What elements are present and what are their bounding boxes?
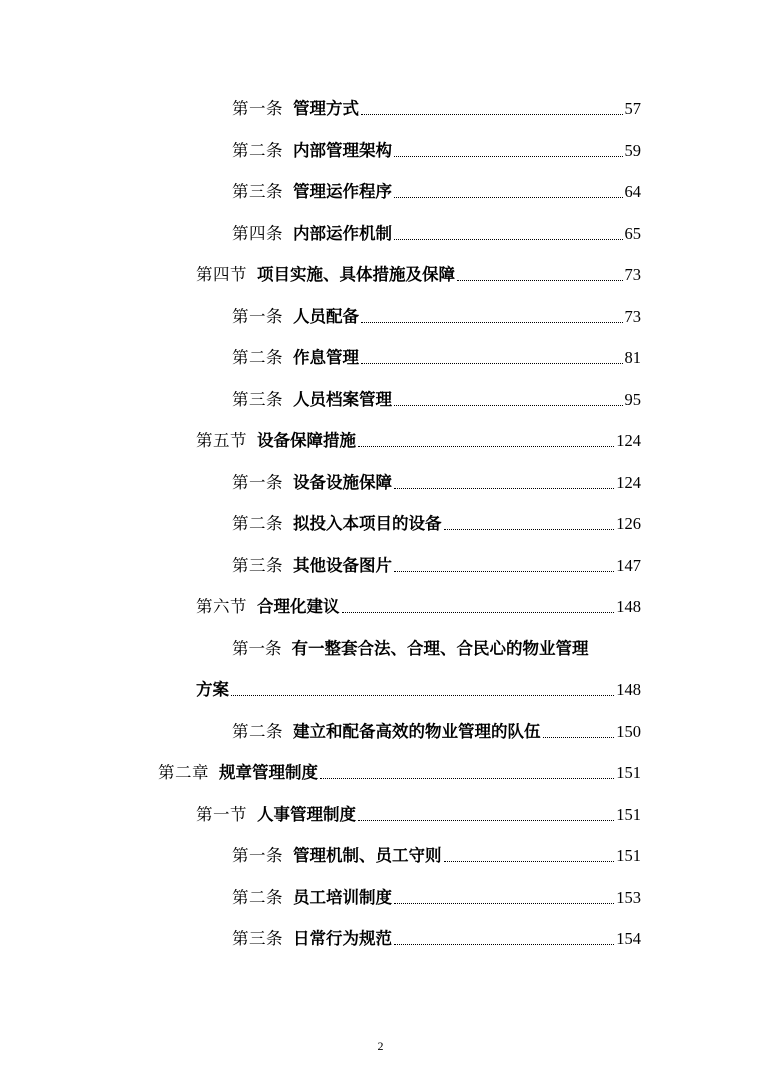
toc-entry-page: 154 [616, 929, 641, 948]
toc-dot-leader [394, 488, 614, 489]
toc-entry-page: 65 [624, 224, 641, 243]
toc-entry-page: 73 [624, 265, 641, 284]
toc-entry-number: 第五节 [196, 431, 247, 450]
toc-entry-number: 第三条 [232, 390, 283, 409]
toc-entry-title: 设备设施保障 [293, 473, 392, 492]
toc-entry[interactable] [232, 304, 641, 330]
toc-entry-number: 第二条 [232, 348, 283, 367]
toc-entry-page: 153 [616, 888, 641, 907]
toc-dot-leader [394, 571, 614, 572]
toc-entry[interactable] [232, 179, 641, 205]
toc-entry-wrapped-line[interactable] [232, 636, 641, 662]
toc-entry-number: 第三条 [232, 182, 283, 201]
toc-entry-page: 126 [616, 514, 641, 533]
toc-entry-page: 148 [616, 597, 641, 616]
toc-entry-title: 日常行为规范 [293, 929, 392, 948]
toc-entry-number: 第四条 [232, 224, 283, 243]
toc-entry-continuation[interactable] [196, 677, 641, 703]
page-number: 2 [377, 1039, 384, 1053]
toc-entry-number: 第二条 [232, 514, 283, 533]
toc-entry-number: 第四节 [196, 265, 247, 284]
toc-entry-title: 项目实施、具体措施及保障 [257, 265, 455, 284]
toc-entry[interactable] [232, 719, 641, 745]
toc-entry-number: 第二条 [232, 141, 283, 160]
toc-entry-page: 151 [616, 805, 641, 824]
toc-entry[interactable] [232, 470, 641, 496]
toc-dot-leader [394, 239, 623, 240]
toc-entry[interactable] [232, 885, 641, 911]
toc-entry[interactable] [232, 387, 641, 413]
toc-entry-page: 64 [624, 182, 641, 201]
toc-entry-page: 57 [624, 99, 641, 118]
toc-entry[interactable] [196, 428, 641, 454]
toc-entry-title: 人事管理制度 [257, 805, 356, 824]
toc-entry-title: 规章管理制度 [219, 763, 318, 782]
toc-dot-leader [394, 156, 623, 157]
toc-entry-title: 有一整套合法、合理、合民心的物业管理 [291, 639, 589, 658]
toc-entry-number: 第一条 [232, 307, 283, 326]
toc-entry-title: 其他设备图片 [293, 556, 392, 575]
toc-entry-number: 第一条 [232, 846, 283, 865]
toc-dot-leader [394, 197, 623, 198]
toc-entry-title: 内部运作机制 [293, 224, 392, 243]
toc-entry-page: 95 [624, 390, 641, 409]
toc-entry-title: 方案 [196, 680, 229, 699]
toc-entry-number: 第三条 [232, 556, 283, 575]
toc-entry-number: 第一条 [232, 473, 283, 492]
toc-dot-leader [543, 737, 615, 738]
toc-dot-leader [358, 446, 614, 447]
toc-entry[interactable] [232, 138, 641, 164]
toc-entry-page: 148 [616, 680, 641, 699]
toc-dot-leader [361, 114, 623, 115]
toc-entry-page: 81 [624, 348, 641, 367]
toc-entry-page: 124 [616, 473, 641, 492]
toc-entry[interactable] [232, 926, 641, 952]
toc-entry-title: 管理方式 [293, 99, 359, 118]
toc-entry-number: 第一节 [196, 805, 247, 824]
toc-entry-title: 作息管理 [293, 348, 359, 367]
toc-dot-leader [457, 280, 623, 281]
toc-entry-page: 59 [624, 141, 641, 160]
toc-dot-leader [361, 322, 623, 323]
toc-entry[interactable] [232, 511, 641, 537]
toc-dot-leader [320, 778, 614, 779]
toc-entry-number: 第六节 [196, 597, 247, 616]
toc-entry-title: 人员档案管理 [293, 390, 392, 409]
toc-entry-page: 147 [616, 556, 641, 575]
toc-dot-leader [394, 405, 623, 406]
toc-entry-number: 第二条 [232, 888, 283, 907]
toc-entry[interactable] [232, 345, 641, 371]
toc-entry-title: 人员配备 [293, 307, 359, 326]
toc-entry-title: 合理化建议 [257, 597, 340, 616]
toc-dot-leader [394, 903, 614, 904]
toc-entry-title: 管理运作程序 [293, 182, 392, 201]
toc-dot-leader [231, 695, 614, 696]
toc-entry-page: 150 [616, 722, 641, 741]
toc-entry[interactable] [232, 843, 641, 869]
toc-entry-title: 设备保障措施 [257, 431, 356, 450]
toc-dot-leader [444, 861, 615, 862]
toc-dot-leader [394, 944, 614, 945]
toc-entry[interactable] [196, 802, 641, 828]
toc-dot-leader [358, 820, 614, 821]
toc-entry-title: 员工培训制度 [293, 888, 392, 907]
toc-entry[interactable] [158, 760, 641, 786]
toc-entry-page: 73 [624, 307, 641, 326]
toc-entry[interactable] [232, 553, 641, 579]
toc-entry-page: 151 [616, 763, 641, 782]
toc-entry-title: 内部管理架构 [293, 141, 392, 160]
toc-entry[interactable] [232, 221, 641, 247]
toc-entry-number: 第一条 [232, 99, 283, 118]
toc-entry[interactable] [196, 594, 641, 620]
toc-dot-leader [444, 529, 615, 530]
toc-entry-number: 第三条 [232, 929, 283, 948]
toc-entry-title: 建立和配备高效的物业管理的队伍 [293, 722, 541, 741]
toc-entry-page: 151 [616, 846, 641, 865]
toc-entry[interactable] [196, 262, 641, 288]
toc-entry-number: 第二条 [232, 722, 283, 741]
toc-entry-title: 管理机制、员工守则 [293, 846, 442, 865]
toc-dot-leader [361, 363, 623, 364]
toc-entry-title: 拟投入本项目的设备 [293, 514, 442, 533]
toc-entry-page: 124 [616, 431, 641, 450]
toc-entry-number: 第二章 [158, 763, 209, 782]
toc-dot-leader [342, 612, 615, 613]
toc-entry[interactable] [232, 96, 641, 122]
toc-entry-number: 第一条 [232, 639, 282, 658]
